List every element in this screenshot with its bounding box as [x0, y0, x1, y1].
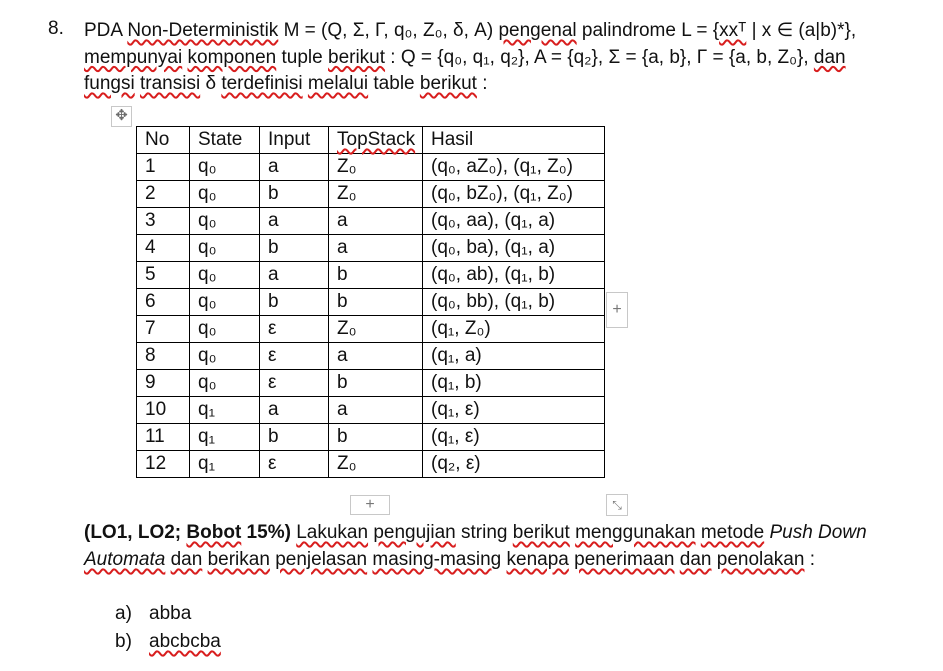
cell-input: ε [260, 451, 329, 478]
text-run: | x ∈ (a|b)*}, [746, 20, 857, 41]
cell-no: 2 [137, 181, 190, 208]
cell-state: q₁ [190, 424, 260, 451]
cell-input: a [260, 208, 329, 235]
text-run: : [476, 73, 488, 94]
cell-topstack: Z₀ [329, 316, 423, 343]
spellcheck-word: menggunakan [575, 522, 696, 543]
cell-no: 5 [137, 262, 190, 289]
table-row [137, 208, 605, 235]
cell-topstack: b [329, 289, 423, 316]
table-row [137, 370, 605, 397]
cell-topstack: Z₀ [329, 154, 423, 181]
cell-topstack: b [329, 262, 423, 289]
option-a [115, 600, 221, 628]
cell-topstack: a [329, 397, 423, 424]
table-row [137, 316, 605, 343]
cell-hasil: (q₂, ε) [423, 451, 605, 478]
spellcheck-word: Bobot [186, 522, 242, 543]
cell-topstack: b [329, 370, 423, 397]
cell-input: a [260, 262, 329, 289]
cell-state: q₀ [190, 154, 260, 181]
cell-state: q₀ [190, 316, 260, 343]
text-run: string [455, 522, 513, 543]
cell-input: a [260, 397, 329, 424]
cell-no: 4 [137, 235, 190, 262]
table-row [137, 235, 605, 262]
cell-hasil: (q₁, a) [423, 343, 605, 370]
cell-state: q₁ [190, 451, 260, 478]
cell-no: 10 [137, 397, 190, 424]
spellcheck-word: metode [700, 522, 765, 543]
cell-input: ε [260, 370, 329, 397]
table-move-handle-icon[interactable]: ✥ [111, 106, 132, 127]
cell-input: a [260, 154, 329, 181]
table-row [137, 424, 605, 451]
spellcheck-word: masing-masing [372, 549, 502, 570]
option-a-value: abba [149, 603, 192, 624]
cell-topstack: a [329, 208, 423, 235]
options-list [115, 600, 221, 656]
spellcheck-word: Non-Deterministik [127, 20, 279, 41]
spellcheck-word: dan [813, 46, 846, 68]
cell-state: q₀ [190, 262, 260, 289]
table-row [137, 154, 605, 181]
cell-no: 3 [137, 208, 190, 235]
option-b-value: abcbcba [149, 631, 221, 652]
cell-input: b [260, 424, 329, 451]
header-topstack-label: TopStack [337, 129, 416, 150]
cell-no: 7 [137, 316, 190, 343]
cell-state: q₀ [190, 289, 260, 316]
cell-state: q₀ [190, 343, 260, 370]
cell-no: 9 [137, 370, 190, 397]
add-row-button[interactable]: + [350, 495, 390, 515]
text-run: PDA [84, 20, 128, 41]
table-body [137, 154, 605, 478]
text-run: M = (Q, Σ, Γ, q₀, Z₀, δ, A) [278, 20, 499, 41]
cell-hasil: (q₀, aa), (q₁, a) [423, 208, 605, 235]
spellcheck-word: transisi [139, 73, 201, 94]
cell-state: q₀ [190, 208, 260, 235]
table-row [137, 289, 605, 316]
table-row [137, 262, 605, 289]
cell-input: ε [260, 343, 329, 370]
question-line-2 [84, 45, 924, 72]
header-topstack [329, 127, 423, 154]
cell-topstack: a [329, 235, 423, 262]
cell-hasil: (q₁, ε) [423, 424, 605, 451]
table-row [137, 343, 605, 370]
spellcheck-word: pengujian [373, 522, 456, 543]
spellcheck-word: fungsi [84, 73, 135, 94]
option-b-label: b) [115, 631, 132, 652]
cell-hasil: (q₁, Z₀) [423, 316, 605, 343]
table-row [137, 181, 605, 208]
spellcheck-word: penjelasan [275, 549, 368, 570]
cell-state: q₁ [190, 397, 260, 424]
instruction-line-2 [84, 546, 934, 573]
spellcheck-word: pengenal [498, 20, 577, 41]
spellcheck-word: Automata [84, 549, 166, 570]
cell-state: q₀ [190, 181, 260, 208]
spellcheck-word: dan [170, 549, 203, 570]
cell-input: b [260, 289, 329, 316]
add-column-button[interactable]: + [606, 292, 628, 328]
table-row [137, 451, 605, 478]
spellcheck-word: xxᵀ [719, 20, 747, 41]
cell-no: 8 [137, 343, 190, 370]
question-number: 8. [48, 18, 64, 39]
cell-no: 6 [137, 289, 190, 316]
spellcheck-word: penerimaan [574, 549, 675, 570]
text-run: (LO1, LO2; [84, 522, 187, 543]
text-run: table [368, 73, 420, 94]
cell-topstack: a [329, 343, 423, 370]
cell-topstack: Z₀ [329, 181, 423, 208]
option-a-label: a) [115, 603, 132, 624]
cell-no: 12 [137, 451, 190, 478]
question-line-1 [84, 18, 924, 45]
header-state: State [190, 127, 260, 154]
instruction-text [84, 519, 934, 573]
spellcheck-word: dan [679, 549, 712, 570]
cell-topstack: b [329, 424, 423, 451]
text-run: palindrome L = { [576, 20, 720, 41]
spellcheck-word: berikut [328, 46, 386, 68]
cell-hasil: (q₀, bb), (q₁, b) [423, 289, 605, 316]
spellcheck-word: mempunyai [84, 46, 183, 68]
text-run: 15%) [241, 522, 291, 543]
text-run: : Q = {q₀, q₁, q₂}, A = {q₂}, Σ = {a, b}, Γ = {a, b, Z₀}, [385, 46, 814, 68]
instruction-line-1 [84, 519, 934, 546]
text-run: δ [200, 73, 222, 94]
spellcheck-word: Lakukan [296, 522, 369, 543]
cell-hasil: (q₀, ba), (q₁, a) [423, 235, 605, 262]
cell-hasil: (q₁, ε) [423, 397, 605, 424]
header-no: No [137, 127, 190, 154]
cell-hasil: (q₁, b) [423, 370, 605, 397]
cell-hasil: (q₀, ab), (q₁, b) [423, 262, 605, 289]
table-row [137, 397, 605, 424]
question-line-3 [84, 71, 924, 98]
spellcheck-word: berikut [512, 522, 570, 543]
spellcheck-word: melalui [307, 73, 369, 94]
cell-state: q₀ [190, 235, 260, 262]
cell-input: b [260, 181, 329, 208]
option-b [115, 628, 221, 656]
table-resize-handle-icon[interactable]: ⤡ [606, 494, 628, 516]
spellcheck-word: komponen [187, 46, 277, 68]
text-run: Push Down [769, 522, 867, 543]
text-run: tuple [276, 46, 328, 68]
header-input: Input [260, 127, 329, 154]
cell-state: q₀ [190, 370, 260, 397]
cell-topstack: Z₀ [329, 451, 423, 478]
header-hasil: Hasil [423, 127, 605, 154]
cell-input: ε [260, 316, 329, 343]
table-header-row [137, 127, 605, 154]
cell-hasil: (q₀, bZ₀), (q₁, Z₀) [423, 181, 605, 208]
text-run: : [804, 549, 816, 570]
transition-table [136, 126, 605, 478]
cell-no: 1 [137, 154, 190, 181]
question-text [84, 18, 924, 98]
cell-no: 11 [137, 424, 190, 451]
spellcheck-word: berikan [207, 549, 270, 570]
cell-hasil: (q₀, aZ₀), (q₁, Z₀) [423, 154, 605, 181]
spellcheck-word: penolakan [716, 549, 805, 570]
spellcheck-word: berikut [419, 73, 477, 94]
spellcheck-word: kenapa [506, 549, 569, 570]
cell-input: b [260, 235, 329, 262]
spellcheck-word: terdefinisi [221, 73, 303, 94]
